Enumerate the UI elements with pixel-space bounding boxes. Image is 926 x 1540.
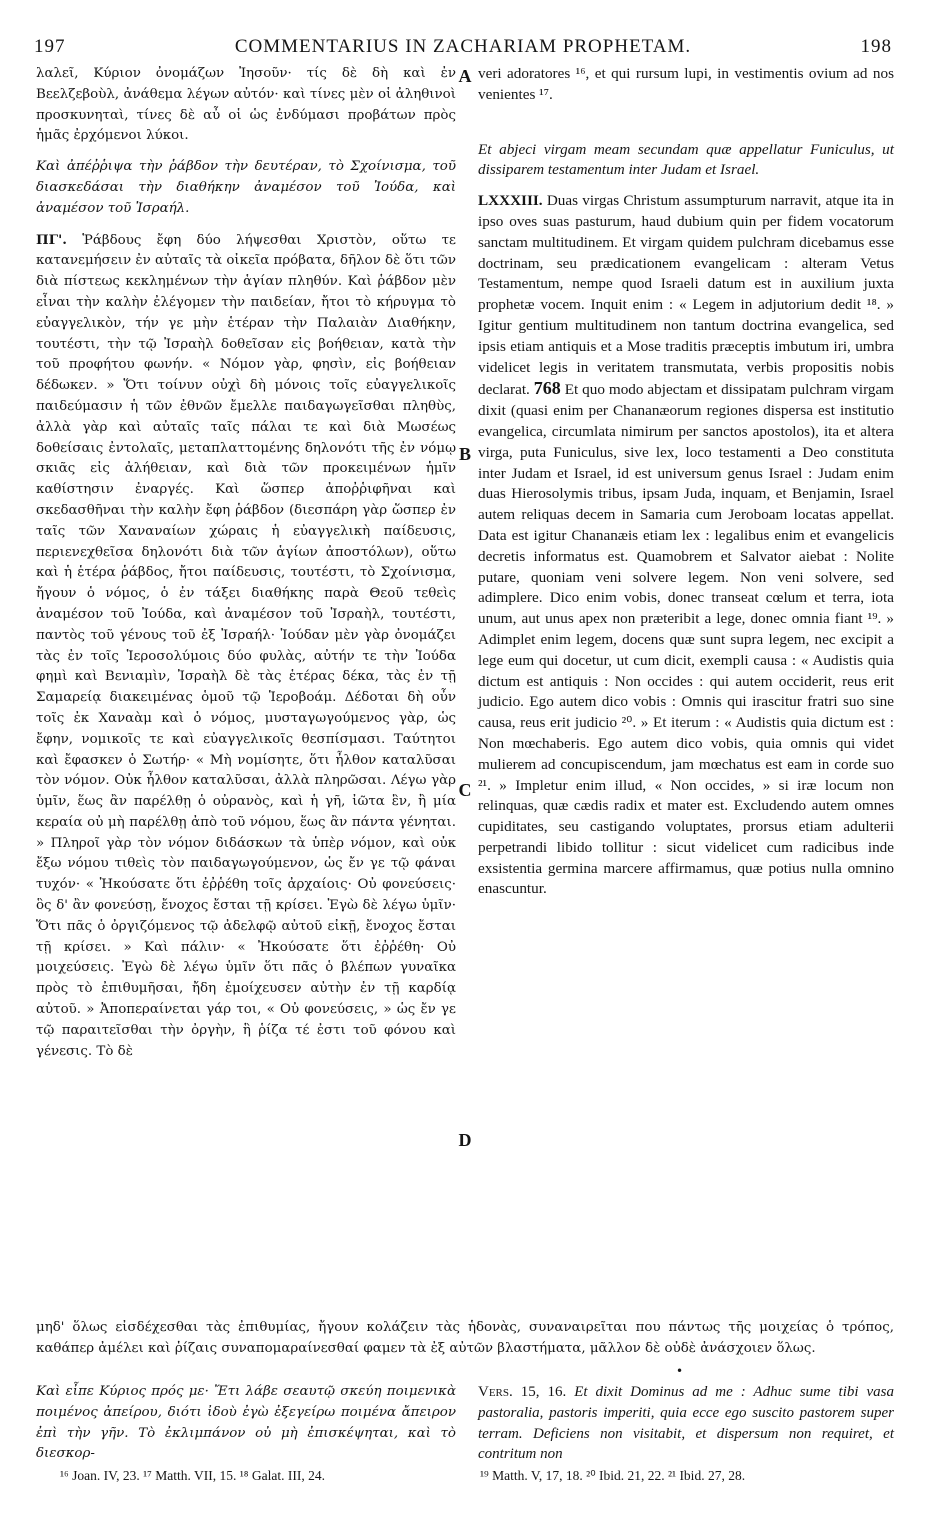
page-number-left: 197 — [34, 36, 66, 57]
ornament-dot: • — [676, 1364, 684, 1378]
greek-continuation: μηδ' ὅλως εἰσδέχεσθαι τὰς ἐπιθυμίας, ἤγουν κολάζειν τὰς ἡδονὰς, συναναιρεῖται που πάντως τῆς μοιχείας ὁ τρόπος, καθάπερ ἀμέλει καὶ ῥίζαις συναπομαραίνεσθαί φαμεν τὰ ἐξ αὐτῶν βλαστήματα, μᾶλλον δὲ οὐδὲ ἀνάσχοιεν ὅλως. — [36, 1320, 894, 1356]
latin-column — [478, 64, 894, 900]
latin-commentary — [478, 191, 894, 900]
section-marker-d: D — [458, 1130, 472, 1150]
greek-section-number: ΠΓ'. — [36, 231, 67, 248]
greek-commentary-text: Ῥάβδους ἔφη δύο λήψεσθαι Χριστὸν, οὕτω τε κατανεμήσειν ἐν αὐταῖς τὰ οἰκεῖα πρόβατα, δῆλον δὲ ὅτι τῶν διὰ πίστεως κεκλημένων τὴν ἁγίαν πληθύν. Καὶ ῥάβδον μὲν εἶναι τὴν καλὴν ἐλέγομεν τὴν παιδείαν, ἤτοι τὸ κήρυγμα τὸ εὐαγγελικὸν, τήν γε μὴν ἑτέραν τὴν Παλαιὰν Διαθήκην, τουτέστι, τὴν τῷ Ἰσραὴλ δοθεῖσαν εἰς βοήθειαν, κατὰ τὴν τοῦ προφήτου φωνήν. « Νόμον γὰρ, φησὶν, εἰς βοήθειαν δέδωκεν. » Ὅτι τοίνυν οὐχὶ δὴ μόνοις τοῖς εὐαγγελικοῖς παιδεύμασιν ἡ τῶν ἐθνῶν ἔμελλε παιδαγωγεῖσθαι πληθὺς, ἀλλὰ γὰρ καὶ αὐταῖς ταῖς πάλαι τε καὶ διὰ Μωσέως δοθείσαις ἐντολαῖς, μεταπλαττομένης δηλονότι τῆς ἐν νόμῳ σκιᾶς εἰς ἀλήθειαν, καὶ διὰ τῶν προκειμένων ἡμῖν καθίστησιν ἐναργές. Καὶ ὥσπερ ἀποῤῥιφῆναι καὶ σκεδασθῆναι τὴν καλὴν ἔφη ῥάβδον (διεσπάρη γὰρ ὥσπερ ἐν ταῖς τῶν Χαναναίων χώραις ἡ εὐαγγελικὴ παίδευσις, περιενεχθεῖσα δηλονότι διὰ τῶν ἁγίων ἀποστόλων), οὕτω καὶ ἡ ἑτέρα ῥάβδος, ἤτοι παίδευσις, τουτέστι, τὸ Σχοίνισμα, ἤγουν ὁ νόμος, ὁ ἐν τάξει διαθήκης παρὰ Θεοῦ τεθεὶς ἀναμέσον τοῦ Ἰούδα, καὶ ἀναμέσον τοῦ Ἰσραὴλ, τουτέστι, παντὸς τοῦ γένους τοῦ ἐξ Ἰσραήλ· Ἰούδαν μὲν γὰρ ὀνομάζει τὰς ἐν τοῖς Ἱεροσολύμοις δύο φυλὰς, αὐτήν τε τὴν Ἰούδα φημὶ καὶ Βενιαμὶν, Ἰσραὴλ δὲ τὰς ἑτέρας δέκα, τὰς ἐν τῇ Σαμαρείᾳ διακειμένας ὁμοῦ τῷ Ἱεροβοάμ. Δέδοται δὴ οὖν τοῖς ἐκ Χαναὰμ καὶ ὁ νόμος, μυσταγωγούμενος γὰρ, ὡς ἔφην, νομικοῖς τε καὶ εὐαγγελικοῖς θεσπίσμασι. Ταύτητοι καὶ ἔφασκεν ὁ Σωτήρ· « Μὴ νομίσητε, ὅτι ἦλθον καταλῦσαι τὸν νόμον. Οὐκ ἦλθον καταλῦσαι, ἀλλὰ πληρῶσαι. Λέγω γὰρ ὑμῖν, ἕως ἂν παρέλθῃ ὁ οὐρανὸς, καὶ ἡ γῆ, ἰῶτα ἓν, ἢ μία κεραία οὐ μὴ παρέλθῃ ἀπὸ τοῦ νόμου, ἕως ἂν πάντα γένηται. » Πληροῖ γὰρ τὸν νόμον διδάσκων τὰ ὑπὲρ νόμον, καὶ οὐκ ἔξω νόμου τιθεὶς τὸν παιδαγωγούμενον, ὡς ἔν γε τῷ φάναι τυχόν· « Ἠκούσατε ὅτι ἐῤῥέθη τοῖς ἀρχαίοις· Οὐ φονεύσεις· ὃς δ' ἂν φονεύσῃ, ἔνοχος ἔσται τῇ κρίσει. Ἐγὼ δὲ λέγω ὑμῖν· Ὅτι πᾶς ὁ ὀργιζόμενος τῷ ἀδελφῷ αὐτοῦ εἰκῇ, ἔνοχος ἔσται τῇ κρίσει. » Καὶ πάλιν· « Ἠκούσατε ὅτι ἐῤῥέθη· Οὐ μοιχεύσεις. Ἐγὼ δὲ λέγω ὑμῖν ὅτι πᾶς ὁ βλέπων γυναῖκα πρὸς τὸ ἐπιθυμῆσαι, ἤδη ἐμοίχευσεν αὐτὴν ἐν τῇ καρδίᾳ αὐτοῦ. » Ἀποπεραίνεται γάρ τοι, « Οὐ φονεύσεις, » ὡς ἔν γε τῷ παραιτεῖσθαι τὴν ὀργὴν, ἣ ῥίζα τέ ἐστι τοῦ φόνου καὶ γένεσις. Τὸ δὲ — [36, 232, 456, 1059]
page-header — [34, 34, 892, 60]
latin-next-verse-text: Et dixit Dominus ad me : Adhuc sume tibi vasa pastoralia, pastoris imperiti, quia ecce ego suscito pastorem super terram. Deficiens non visitabit, et dispersum non requiret, et contritum non — [478, 1384, 895, 1463]
greek-paragraph-1: λαλεῖ, Κύριον ὀνομάζων Ἰησοῦν· τίς δὲ δὴ καὶ ἐν Βεελζεβοὺλ, ἀνάθεμα λέγων αὐτόν· καὶ τίνες μὲν οἱ ἀληθινοὶ προσκυνηταὶ, τίνες δὲ αὖ οἱ ὡς ἐνδύμασι προβάτων πρὸς ἡμᾶς ἐρχόμενοι λύκοι. — [36, 66, 456, 144]
footnotes-left: ¹⁶ Joan. IV, 23. ¹⁷ Matth. VII, 15. ¹⁸ Galat. III, 24. — [60, 1468, 325, 1483]
greek-column — [36, 64, 456, 1062]
greek-scripture-verse: Καὶ ἀπέῤῥιψα τὴν ῥάβδον τὴν δευτέραν, τὸ Σχοίνισμα, τοῦ διασκεδάσαι τὴν διαθήκην ἀναμέσον τοῦ Ἰούδα, καὶ ἀναμέσον τοῦ Ἰσραήλ. — [36, 159, 456, 216]
latin-paragraph-1: veri adoratores ¹⁶, et qui rursum lupi, in vestimentis ovium ad nos venientes ¹⁷. — [478, 65, 894, 103]
verse-reference: Vers. 15, 16. — [478, 1384, 567, 1400]
greek-commentary — [36, 230, 456, 1063]
latin-section-number: LXXXIII. — [478, 192, 543, 210]
latin-commentary-text-b: Et quo modo abjectam et dissipatam pulchram virgam dixit (quasi enim per Chananæorum regiones dispersa est institutio evangelica, circumlata nimirum per sanctos apostolos), ita et altera virga, puta Funiculus, sive lex, loco testamenti a Deo constituta inter Judam et Israel, id est universum genus Israel : Judam enim duas Hierosolymis tribus, ipsam Juda, inquam, et Benjamin, Israel autem reliquas decem in Samaria cum Jeroboam locatas appellat. Data est igitur Chananæis etiam lex : legalibus enim et evangelicis decretis informatus est. Quamobrem et Salvator aiebat : Nolite putare, quoniam veni solvere legem. Non veni solvere, sed adimplere. Dico enim vobis, donec transeat cœlum et terra, iota unum, aut unus apex non præteribit a lege, donec omnia fiant ¹⁹. » Adimplet enim legem, docens quæ sunt supra legem, nec excipit a lege eum qui docetur, ut cum dicit, exempli causa : « Audistis quia dictum est antiquis : Non occides : qui autem occiderit, reus erit judicio. Ego autem dico vobis : Omnis qui irascitur fratri suo sine causa, reus erit judicio ²⁰. » Et iterum : « Audistis quia dictum est : Non mœchaberis. Ego autem dico vobis, quia omnis qui videt mulierem ad concupiscendum, jam mœchatus est eam in corde suo ²¹. » Impletur enim illud, « Non occides, » si iræ locum non relinquas, quæ cædis radix et mater est. Excludendo autem omnes cupiditates, seu castigando voluptates, prorsus etiam adulterii perpetrandi libido tollitur : sicut videlicet cum radicibus inde exsistentia germina marcere affirmamus, quæ potius nulla omnino enascuntur. — [478, 381, 894, 898]
section-marker-a: A — [458, 66, 472, 86]
latin-next-verse — [478, 1382, 894, 1465]
column-number: 768 — [533, 378, 561, 399]
latin-scripture-verse: Et abjeci virgam meam secundam quæ appellatur Funiculus, ut dissiparem testamentum inter Judam et Israel. — [478, 140, 894, 179]
section-marker-b: B — [458, 444, 471, 464]
page-number-right: 198 — [860, 36, 892, 57]
latin-commentary-text-a: Duas virgas Christum assumpturum narravit, atque ita in ipso oves suas pasturum, haud dubium quin per fidem vocatorum sanctam multitudinem. Et virgam quidem pulchram dicebamus esse doctrinam, seu prædicationem evangelicam : alteram Vetus Testamentum, nempe quod Israeli datum est in auxilium juxta prophetæ vocem. Inquit enim : « Legem in adjutorium dedit ¹⁸. » Igitur gentium multitudinem non tantum doctrina evangelica, sed ipsis etiam antiquis et a Mose traditis præceptis imbutum iri, umbra videlicet legis in veritatem transmutata, verbis propositis nobis declarat. — [478, 192, 894, 399]
running-title: COMMENTARIUS IN ZACHARIAM PROPHETAM. — [234, 36, 692, 57]
greek-next-verse: Καὶ εἶπε Κύριος πρός με· Ἔτι λάβε σεαυτῷ σκεύη ποιμενικὰ ποιμένος ἀπείρου, διότι ἰδοὺ ἐγὼ ἐξεγείρω ποιμένα ἄπειρον ἐπὶ τὴν γῆν. Τὸ ἐκλιμπάνον οὐ μὴ ἐπισκέψηται, καὶ τὸ διεσκορ- — [36, 1384, 456, 1462]
footnotes-right: ¹⁹ Matth. V, 17, 18. ²⁰ Ibid. 21, 22. ²¹ Ibid. 27, 28. — [480, 1468, 746, 1483]
section-marker-c: C — [458, 780, 472, 800]
